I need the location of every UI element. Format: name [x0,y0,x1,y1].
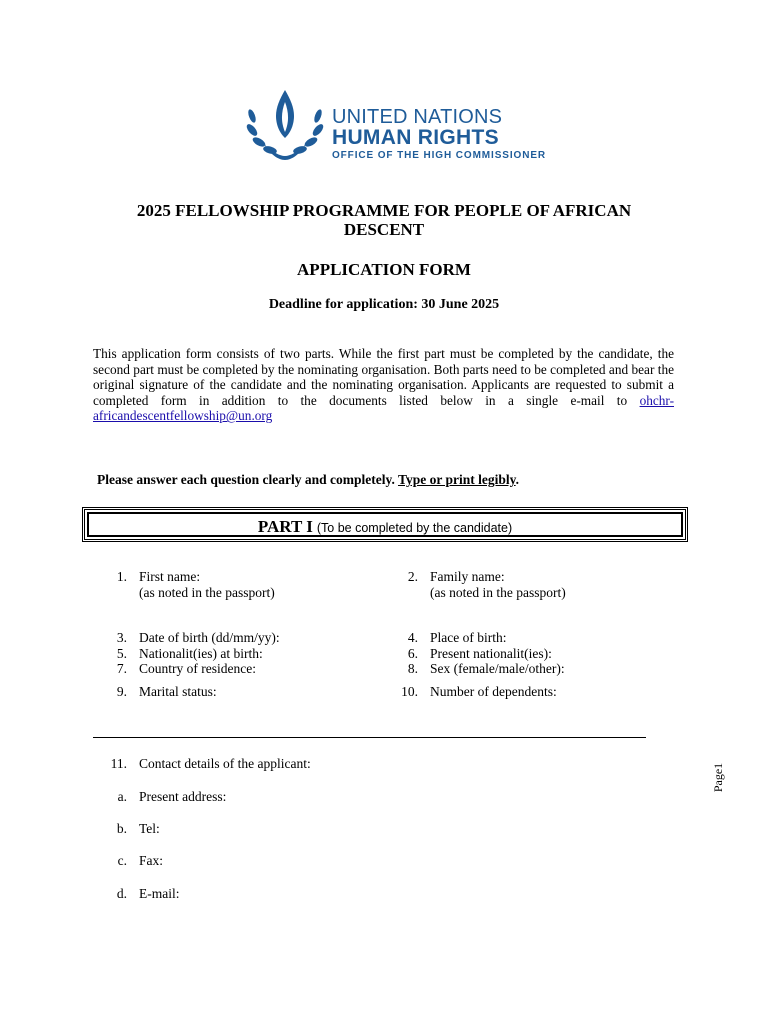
question-label: Sex (female/male/other): [430,661,565,676]
question-number: 11. [110,756,127,771]
question-number: 9. [116,684,127,699]
contact-email-link[interactable]: ohchr-africandescentfellowship@un.org [93,392,674,424]
page-number: Page1 [711,762,726,793]
question-number: 6. [407,646,418,661]
question-label: Place of birth: [430,630,507,645]
item-letter: d. [116,886,127,901]
intro-text: This application form consists of two parts. While the first part must be completed by the candidate, the second part must be completed by the nominating organisation. Both parts need to be completed and bear the original signature of the candidate and the nominating organisation. Applicants are requested to submit a completed form in addition to the documents listed below in a single e-mail to [93,346,674,408]
part-header-inner [87,512,683,537]
part-title: PART I [257,517,313,536]
intro-paragraph [93,346,674,424]
instructions-end: . [515,472,519,487]
logo-line-united-nations: UNITED NATIONS [332,106,503,128]
item-label: Fax: [139,853,164,868]
question-number: 7. [116,661,127,676]
question-label: Date of birth (dd/mm/yy): [139,630,280,645]
item-label: E-mail: [139,886,180,901]
document-title: 2025 FELLOWSHIP PROGRAMME FOR PEOPLE OF AFRICAN DESCENT [136,201,632,239]
logo-line-human-rights: HUMAN RIGHTS [332,126,499,149]
question-label: Contact details of the applicant: [139,756,311,771]
item-letter: a. [117,789,127,804]
un-human-rights-logo [244,86,547,164]
item-label: Tel: [139,821,160,836]
question-label: First name: [139,569,201,584]
question-number: 5. [116,646,127,661]
un-emblem-icon [244,86,326,164]
logo-line-office: OFFICE OF THE HIGH COMMISSIONER [332,150,547,161]
question-number: 2. [407,569,418,584]
instructions-underlined: Type or print legibly [397,472,516,487]
question-number: 3. [116,630,127,645]
question-label: Number of dependents: [430,684,557,699]
part-note: (To be completed by the candidate) [316,521,513,535]
question-sublabel: (as noted in the passport) [430,585,566,600]
instructions-text: Please answer each question clearly and completely. [97,472,395,487]
question-number: 10. [401,684,418,699]
question-label: Marital status: [139,684,217,699]
question-number: 4. [407,630,418,645]
item-label: Present address: [139,789,227,804]
question-label: Family name: [430,569,505,584]
form-subtitle: APPLICATION FORM [297,260,471,279]
question-label: Nationalit(ies) at birth: [139,646,263,661]
item-letter: b. [116,821,127,836]
question-label: Country of residence: [139,661,256,676]
part-header-box [82,507,688,542]
instructions [97,472,519,488]
question-number: 8. [407,661,418,676]
deadline-text: Deadline for application: 30 June 2025 [268,297,500,312]
question-number: 1. [116,569,127,584]
question-label: Present nationalit(ies): [430,646,552,661]
section-divider [93,737,646,738]
item-letter: c. [117,853,127,868]
question-sublabel: (as noted in the passport) [139,585,275,600]
